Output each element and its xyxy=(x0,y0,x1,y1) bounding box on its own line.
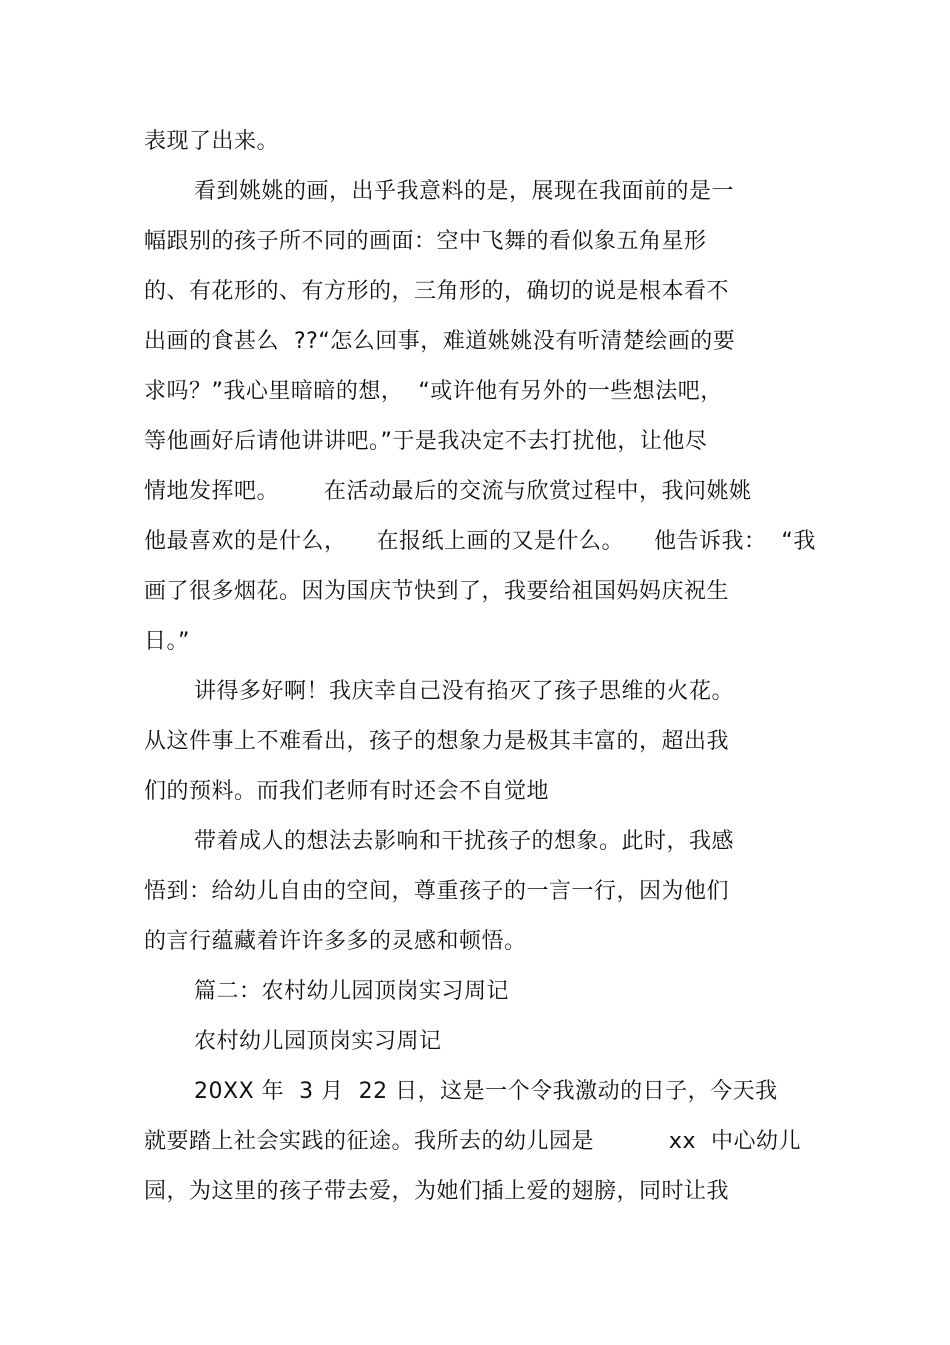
section-title: 农村幼儿园顶岗实习周记 xyxy=(194,1029,442,1054)
text-line: 的言行蕴藏着许许多多的灵感和顿悟。 xyxy=(144,929,527,954)
section-heading: 篇二：农村幼儿园顶岗实习周记 xyxy=(194,979,510,1004)
text-line: 讲得多好啊！我庆幸自己没有掐灭了孩子思维的火花。 xyxy=(194,679,735,704)
text-line: 幅跟别的孩子所不同的画面：空中飞舞的看似象五角星形 xyxy=(144,229,707,254)
text-line: 园，为这里的孩子带去爱，为她们插上爱的翅膀，同时让我 xyxy=(144,1179,730,1204)
text-line: 画了很多烟花。因为国庆节快到了，我要给祖国妈妈庆祝生 xyxy=(144,579,730,604)
text-line: 们的预料。而我们老师有时还会不自觉地 xyxy=(144,779,550,804)
text-line: 的、有花形的、有方形的，三角形的，确切的说是根本看不 xyxy=(144,279,730,304)
text-line: 看到姚姚的画，出乎我意料的是，展现在我面前的是一 xyxy=(194,179,735,204)
text-line: 求吗？”我心里暗暗的想， “或许他有另外的一些想法吧， xyxy=(144,379,723,404)
text-line: 日。” xyxy=(144,629,190,654)
text-line: 从这件事上不难看出，孩子的想象力是极其丰富的，超出我 xyxy=(144,729,730,754)
text-line: 等他画好后请他讲讲吧。”于是我决定不去打扰他，让他尽 xyxy=(144,429,708,454)
text-line: 情地发挥吧。 在活动最后的交流与欣赏过程中，我问姚姚 xyxy=(144,479,752,504)
text-line: 就要踏上社会实践的征途。我所去的幼儿园是 xx 中心幼儿 xyxy=(144,1129,801,1154)
text-line: 悟到：给幼儿自由的空间，尊重孩子的一言一行，因为他们 xyxy=(144,879,730,904)
text-line: 20XX 年 3 月 22 日，这是一个令我激动的日子，今天我 xyxy=(194,1079,778,1104)
text-line: 出画的食甚么 ??“怎么回事，难道姚姚没有听清楚绘画的要 xyxy=(144,329,736,354)
text-line: 表现了出来。 xyxy=(144,129,280,154)
text-line: 他最喜欢的是什么， 在报纸上画的又是什么。 他告诉我： “我 xyxy=(144,529,816,554)
text-line: 带着成人的想法去影响和干扰孩子的想象。此时，我感 xyxy=(194,829,735,854)
